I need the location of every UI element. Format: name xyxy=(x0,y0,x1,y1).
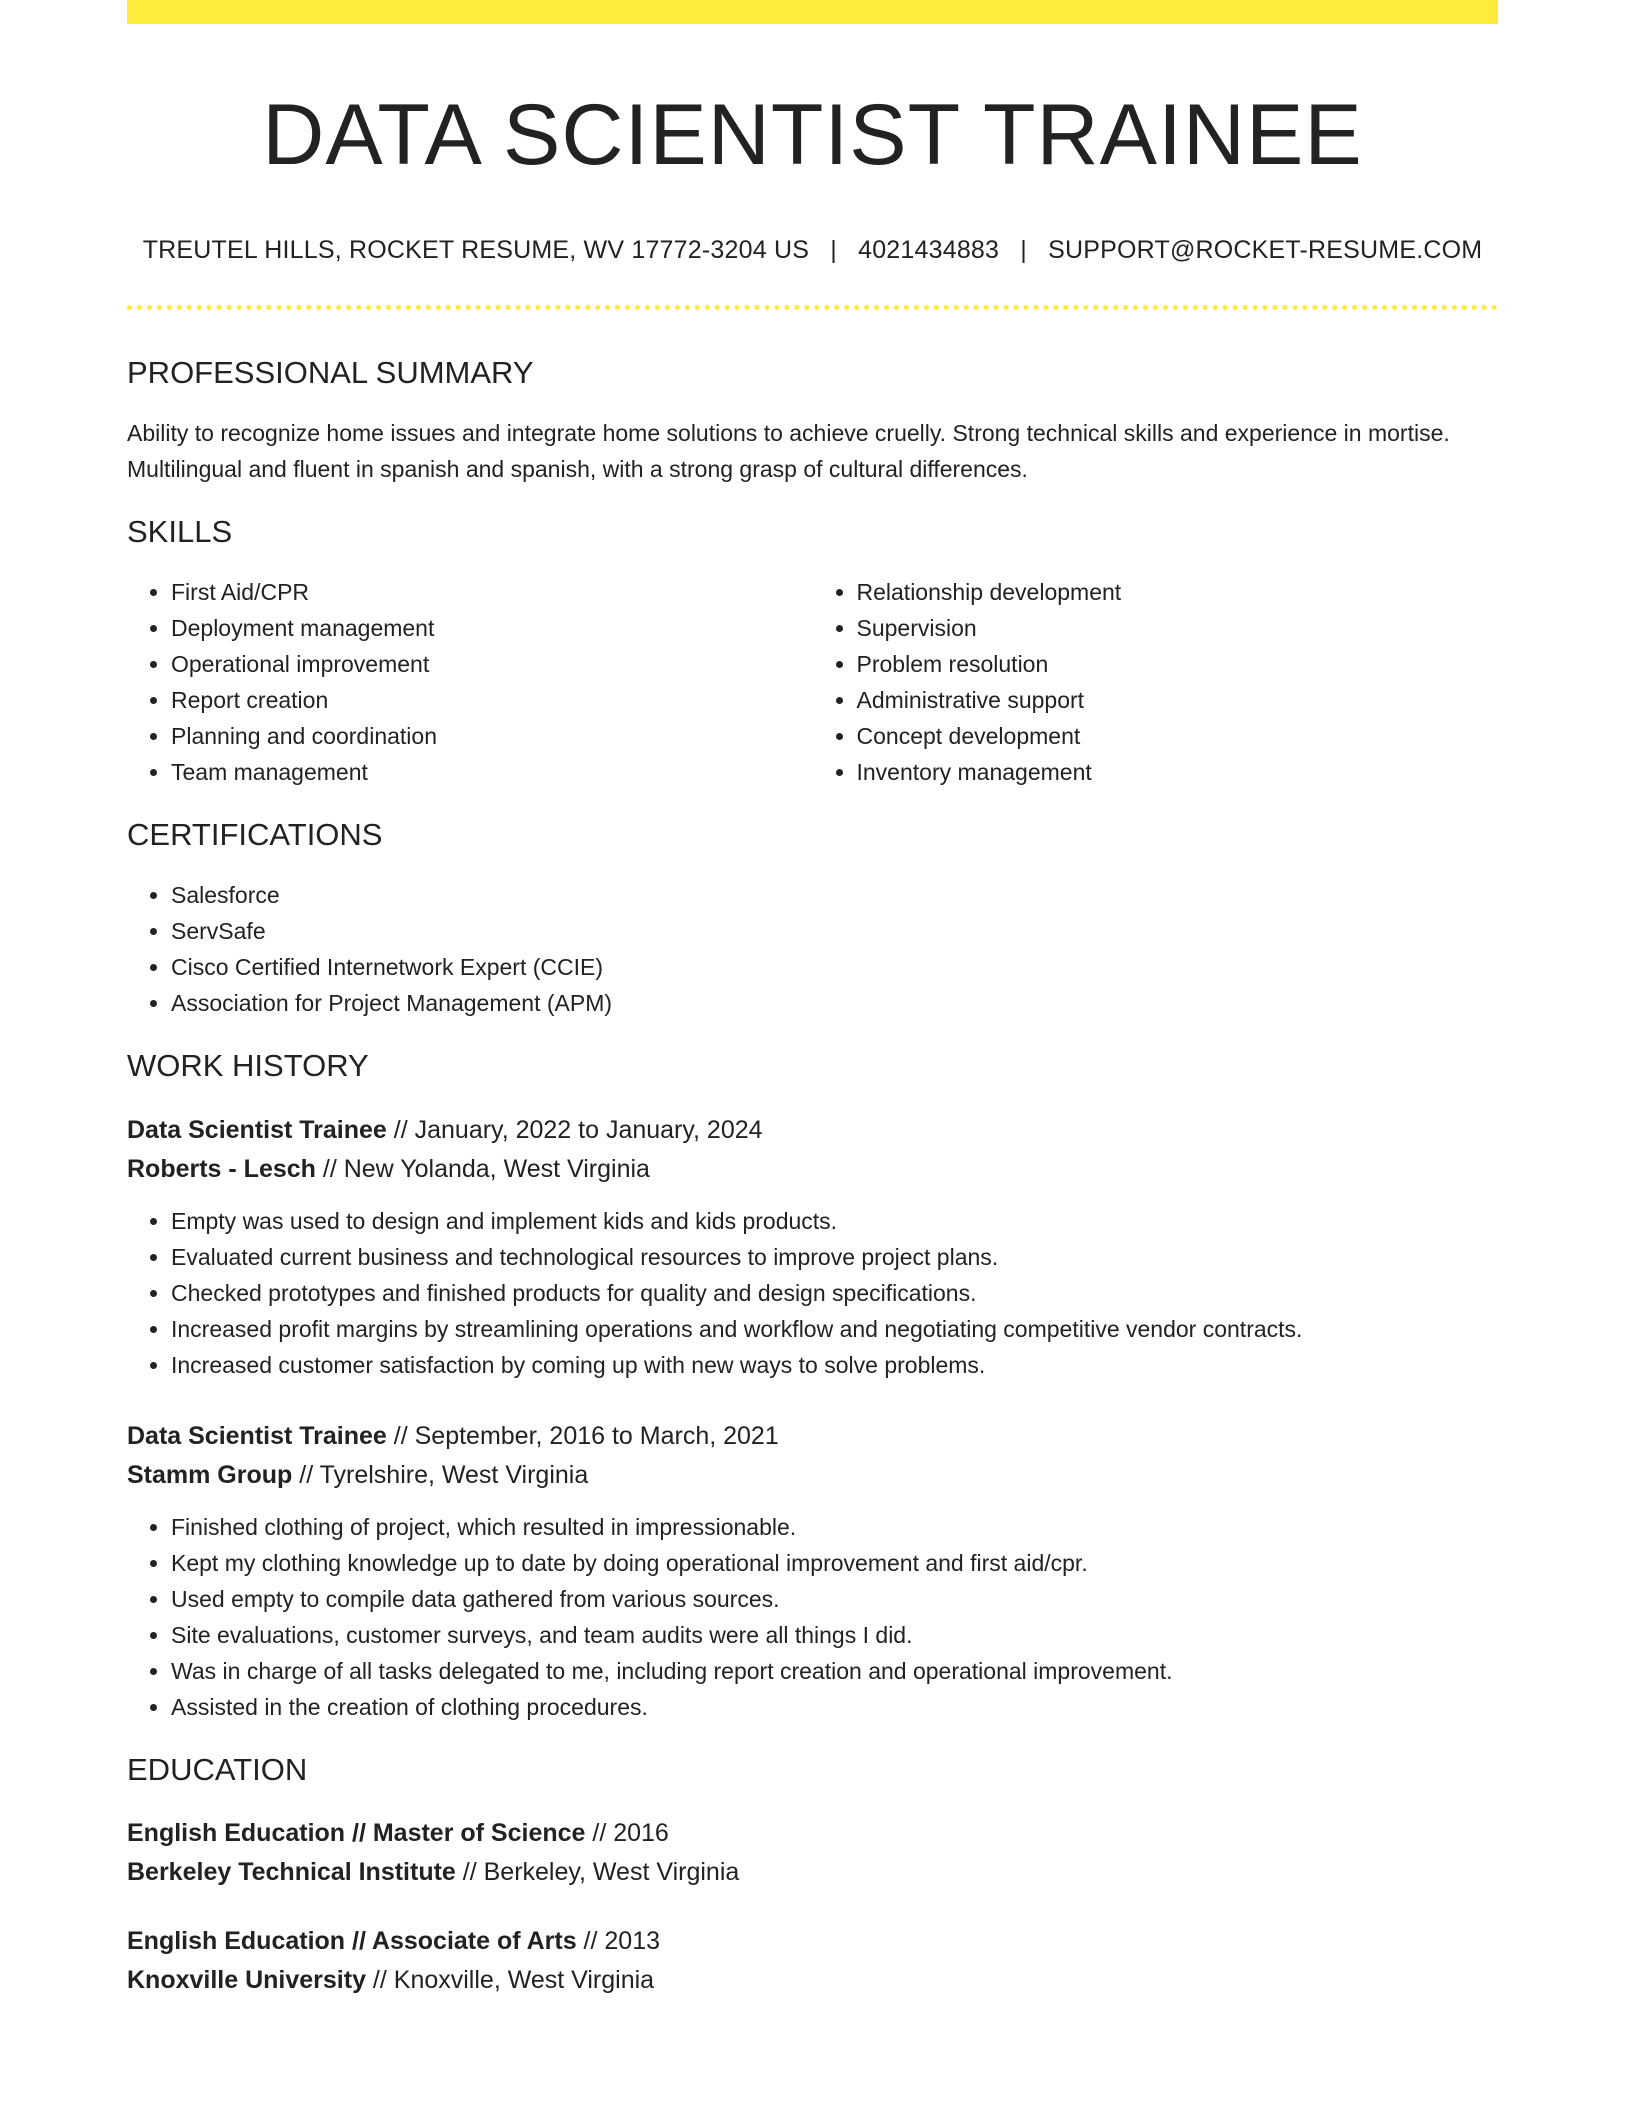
contact-phone: 4021434883 xyxy=(858,235,1000,264)
job-dates: // January, 2022 to January, 2024 xyxy=(386,1115,763,1144)
job-title: Data Scientist Trainee xyxy=(127,1115,387,1144)
skills-right-list xyxy=(813,574,1499,790)
work-history-heading: WORK HISTORY xyxy=(127,1048,369,1084)
skill-item: • Relationship development xyxy=(857,574,1499,610)
education-degree: English Education // Master of Science xyxy=(127,1818,586,1847)
job-bullet: • Increased customer satisfaction by coming up with new ways to solve problems. xyxy=(171,1347,1498,1383)
certification-item: • Association for Project Management (APM) xyxy=(171,985,1498,1021)
skill-item: • Operational improvement xyxy=(171,646,813,682)
job-dates: // September, 2016 to March, 2021 xyxy=(386,1421,779,1450)
education-entry xyxy=(127,1922,1498,2000)
accent-top-bar xyxy=(127,0,1498,24)
job-entry xyxy=(127,1417,1498,1725)
job-bullet: • Site evaluations, customer surveys, and team audits were all things I did. xyxy=(171,1617,1498,1653)
skills-left-list xyxy=(127,574,813,790)
summary-text: Ability to recognize home issues and integrate home solutions to achieve cruelly. Strong technical skills and experience in mortise. Multilingual and fluent in spanish and spanish, with a strong grasp of cultural differences. xyxy=(127,420,1450,483)
job-title-line xyxy=(127,1417,1498,1456)
job-company: Roberts - Lesch xyxy=(127,1154,316,1183)
skill-item: • Problem resolution xyxy=(857,646,1499,682)
dotted-divider xyxy=(127,305,1498,310)
job-bullet: • Increased profit margins by streamlining operations and workflow and negotiating competitive vendor contracts. xyxy=(171,1311,1498,1347)
education-school: Knoxville University xyxy=(127,1965,366,1994)
education-year: // 2013 xyxy=(576,1926,661,1955)
contact-line xyxy=(127,235,1498,265)
skill-item: • Deployment management xyxy=(171,610,813,646)
skill-item: • Report creation xyxy=(171,682,813,718)
job-bullet: • Finished clothing of project, which resulted in impressionable. xyxy=(171,1509,1498,1545)
skill-item: • Supervision xyxy=(857,610,1499,646)
summary-heading: PROFESSIONAL SUMMARY xyxy=(127,354,534,390)
education-location: // Berkeley, West Virginia xyxy=(455,1857,740,1886)
education-heading: EDUCATION xyxy=(127,1751,308,1787)
certification-item: • ServSafe xyxy=(171,913,1498,949)
skill-item: • First Aid/CPR xyxy=(171,574,813,610)
job-bullet: • Empty was used to design and implement kids and kids products. xyxy=(171,1203,1498,1239)
contact-address: TREUTEL HILLS, ROCKET RESUME, WV 17772-3204 US xyxy=(142,235,810,264)
contact-email: SUPPORT@ROCKET-RESUME.COM xyxy=(1048,235,1483,264)
skill-item: • Concept development xyxy=(857,718,1499,754)
job-bullet: • Kept my clothing knowledge up to date by doing operational improvement and first aid/cpr. xyxy=(171,1545,1498,1581)
skill-item: • Planning and coordination xyxy=(171,718,813,754)
job-location: // Tyrelshire, West Virginia xyxy=(292,1460,589,1489)
job-company-line xyxy=(127,1150,1498,1189)
education-degree-line xyxy=(127,1814,1498,1853)
job-company: Stamm Group xyxy=(127,1460,293,1489)
job-bullet: • Evaluated current business and technological resources to improve project plans. xyxy=(171,1239,1498,1275)
job-company-line xyxy=(127,1456,1498,1495)
job-bullet: • Was in charge of all tasks delegated to me, including report creation and operational improvement. xyxy=(171,1653,1498,1689)
education-location: // Knoxville, West Virginia xyxy=(365,1965,655,1994)
education-school: Berkeley Technical Institute xyxy=(127,1857,456,1886)
education-school-line xyxy=(127,1961,1498,2000)
skill-item: • Inventory management xyxy=(857,754,1499,790)
job-bullets xyxy=(127,1509,1498,1725)
job-bullet: • Assisted in the creation of clothing procedures. xyxy=(171,1689,1498,1725)
resume-page xyxy=(127,0,1498,2000)
education-entry xyxy=(127,1814,1498,1892)
job-title-line xyxy=(127,1111,1498,1150)
certification-item: • Cisco Certified Internetwork Expert (CCIE) xyxy=(171,949,1498,985)
job-bullet: • Checked prototypes and finished products for quality and design specifications. xyxy=(171,1275,1498,1311)
certification-item: • Salesforce xyxy=(171,877,1498,913)
skill-item: • Administrative support xyxy=(857,682,1499,718)
education-degree: English Education // Associate of Arts xyxy=(127,1926,577,1955)
job-bullets xyxy=(127,1203,1498,1383)
skill-item: • Team management xyxy=(171,754,813,790)
contact-separator: | xyxy=(1020,235,1027,264)
resume-name: DATA SCIENTIST TRAINEE xyxy=(262,87,1363,183)
job-location: // New Yolanda, West Virginia xyxy=(315,1154,650,1183)
skills-heading: SKILLS xyxy=(127,514,233,550)
education-school-line xyxy=(127,1853,1498,1892)
job-title: Data Scientist Trainee xyxy=(127,1421,387,1450)
contact-separator: | xyxy=(830,235,837,264)
job-entry xyxy=(127,1111,1498,1383)
education-degree-line xyxy=(127,1922,1498,1961)
skills-grid xyxy=(127,574,1498,790)
education-year: // 2016 xyxy=(585,1818,669,1847)
certifications-list xyxy=(127,877,1498,1021)
job-bullet: • Used empty to compile data gathered from various sources. xyxy=(171,1581,1498,1617)
certifications-heading: CERTIFICATIONS xyxy=(127,817,383,853)
